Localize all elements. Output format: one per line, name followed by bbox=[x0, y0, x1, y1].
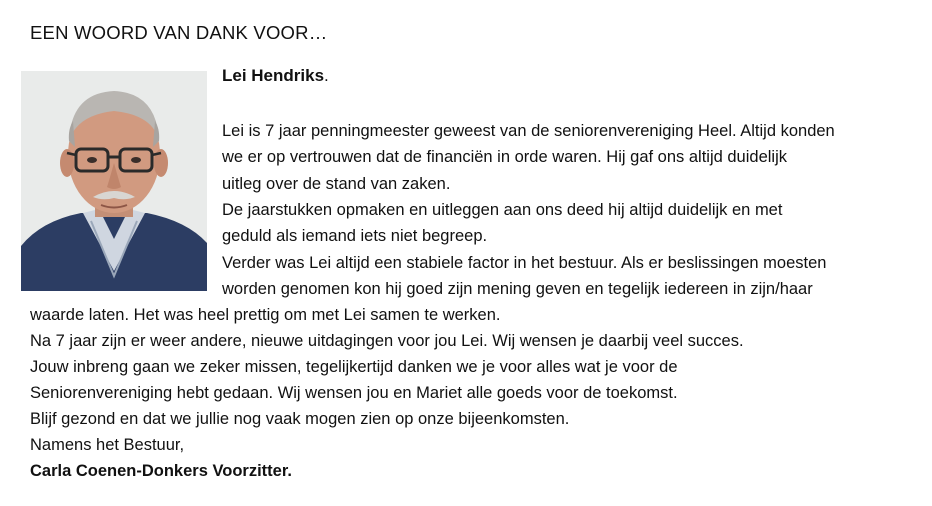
portrait-icon bbox=[21, 71, 207, 291]
body-line: Blijf gezond en dat we jullie nog vaak mogen zien op onze bijeenkomsten. bbox=[30, 410, 570, 428]
body-line: Na 7 jaar zijn er weer andere, nieuwe uitdagingen voor jou Lei. Wij wensen je daarbij veel succes. bbox=[30, 332, 744, 350]
body-line: waarde laten. Het was heel prettig om met Lei samen te werken. bbox=[30, 306, 501, 324]
body-line: Seniorenvereniging hebt gedaan. Wij wensen jou en Mariet alle goeds voor de toekomst. bbox=[30, 384, 678, 402]
body-line: worden genomen kon hij goed zijn mening geven en tegelijk iedereen in zijn/haar bbox=[222, 280, 813, 298]
closing-line: Namens het Bestuur, bbox=[30, 436, 185, 454]
body-line: Lei is 7 jaar penningmeester geweest van de seniorenvereniging Heel. Altijd konden bbox=[222, 122, 835, 140]
body-line: geduld als iemand iets niet begreep. bbox=[222, 227, 488, 245]
portrait-photo bbox=[21, 71, 207, 291]
honoree-name bbox=[222, 66, 329, 86]
honoree-name-period: . bbox=[324, 66, 329, 85]
body-line: Verder was Lei altijd een stabiele factor in het bestuur. Als er beslissingen moesten bbox=[222, 254, 827, 272]
body-line: Jouw inbreng gaan we zeker missen, tegelijkertijd danken we je voor alles wat je voor de bbox=[30, 358, 678, 376]
honoree-name-text: Lei Hendriks bbox=[222, 66, 325, 85]
body-line: uitleg over de stand van zaken. bbox=[222, 175, 451, 193]
signature: Carla Coenen-Donkers Voorzitter. bbox=[30, 462, 292, 480]
body-line: De jaarstukken opmaken en uitleggen aan ons deed hij altijd duidelijk en met bbox=[222, 201, 783, 219]
page-heading: EEN WOORD VAN DANK VOOR… bbox=[30, 22, 328, 43]
body-line: we er op vertrouwen dat de financiën in orde waren. Hij gaf ons altijd duidelijk bbox=[222, 148, 787, 166]
